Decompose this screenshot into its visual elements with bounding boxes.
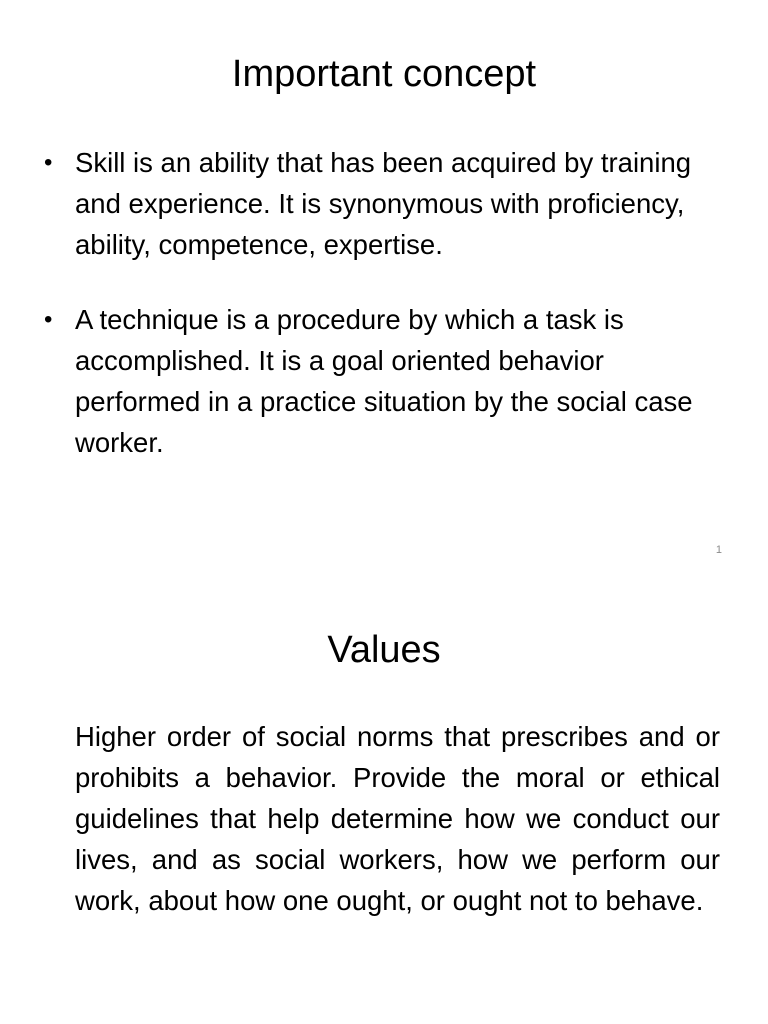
bullet-list <box>44 142 724 497</box>
bullet-text: Skill is an ability that has been acquired by training and experience. It is synonymous with proficiency, ability, competence, expertise. <box>75 147 692 260</box>
body-paragraph: Higher order of social norms that prescribes and or prohibits a behavior. Provide the moral or ethical guidelines that help determine how we conduct our lives, and as social workers, how we perform our work, about how one ought, or ought not to behave. <box>75 721 720 916</box>
slide-title: Important concept <box>231 53 537 95</box>
slide-values <box>0 576 768 1024</box>
slide-title: Values <box>327 629 441 671</box>
page-number: 1 <box>715 544 722 556</box>
bullet-dot-icon: • <box>44 306 53 333</box>
bullet-text: A technique is a procedure by which a task is accomplished. It is a goal oriented behavior performed in a practice situation by the social case worker. <box>75 304 693 458</box>
bullet-item-technique <box>44 299 724 463</box>
bullet-item-skill <box>44 142 724 265</box>
bullet-dot-icon: • <box>44 149 53 176</box>
